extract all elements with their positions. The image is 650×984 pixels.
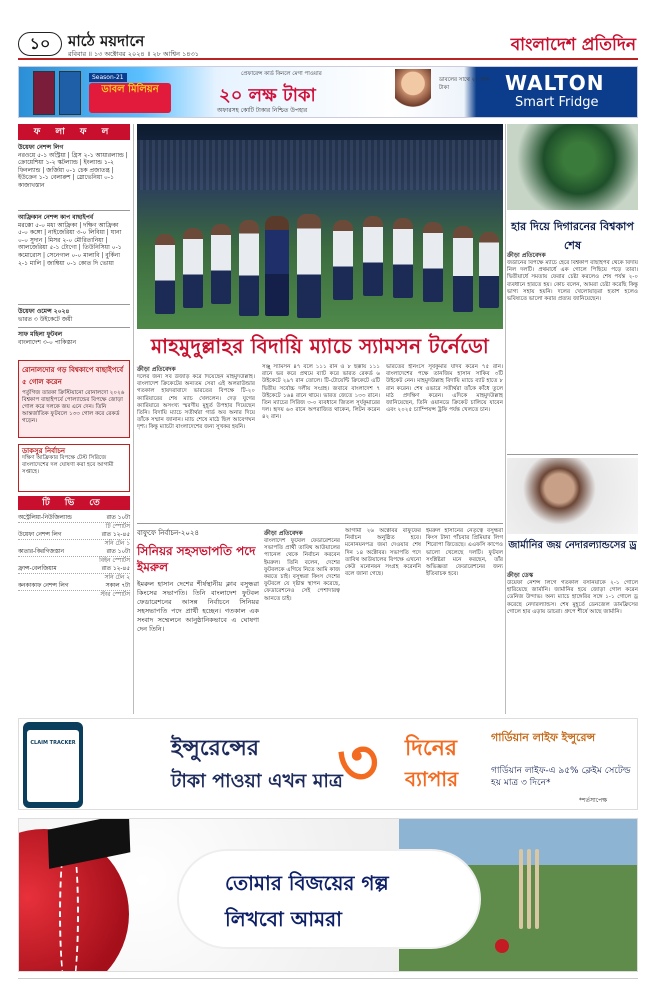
walton-ad[interactable] xyxy=(18,66,638,118)
notice-body: দক্ষিণ আফ্রিকার বিপক্ষে টেস্ট সিরিজে বাংলাদেশের দল ঘোষণা করা হবে আগামী সপ্তাহে। xyxy=(22,455,114,475)
tv-time: সকাল ৭টা xyxy=(105,583,130,589)
fridge-image xyxy=(33,71,55,115)
result-block xyxy=(18,331,130,346)
ins-note: *শর্তসাপেক্ষ xyxy=(579,797,608,804)
tv-time: রাত ১০টা xyxy=(106,549,130,555)
app-title: CLAIM TRACKER xyxy=(30,740,76,746)
guardian-logo: গার্ডিয়ান লাইফ ইন্সুরেন্স xyxy=(491,731,596,744)
right-story2-headline[interactable]: জার্মানির জয় নেদারল্যান্ডসের ড্র xyxy=(508,540,637,551)
results-title: ফ লা ফ ল xyxy=(18,124,130,140)
footballer-photo[interactable] xyxy=(507,124,638,210)
page-header xyxy=(18,30,638,60)
right-story1-byline: ক্রীড়া প্রতিবেদক xyxy=(507,252,546,259)
fridge-image xyxy=(59,71,81,115)
mid-text-col1: ইমরুল হাসান দেশের শীর্ষস্থানীয় ক্লাব বসুন্ধরা কিংসের সভাপতি। তিনি বাংলাদেশ ফুটবল ফেডারেশনের আসন্ন নির্বাচনে সিনিয়র সহসভাপতি পদে প্রার্থী হচ্ছেন। গতকাল এক সংবাদ সম্মেলনে আনুষ্ঠানিকভাবে এ ঘোষণা দেন তিনি। xyxy=(137,580,259,633)
divider xyxy=(18,210,130,211)
tv-row xyxy=(18,514,130,523)
ins-claim: গার্ডিয়ান লাইফ-এ ৯৫% ক্লেইম সেটেল্ড হয় মাত্র ৩ দিনে* xyxy=(491,766,631,788)
tv-row xyxy=(18,565,130,574)
player-figure xyxy=(333,220,353,300)
stadium-crowd xyxy=(137,140,503,190)
result-heading: উয়েফা ওমেন্স ২০২৪ xyxy=(18,308,70,315)
mid-kicker: বাফুফে নির্বাচন-২০২৪ xyxy=(137,529,199,537)
tv-channel: স্টার স্পোর্টস xyxy=(100,592,130,598)
ad-season: Season-21 xyxy=(89,73,127,82)
ins-line1: ইন্সুরেন্সের xyxy=(171,736,259,761)
page-number: ১০ xyxy=(18,32,62,56)
tv-time: রাত ১২-৪৫ xyxy=(101,566,130,572)
mid-byline: ক্রীড়া প্রতিবেদক xyxy=(264,530,303,537)
mid-text-col4: ইমরুল হাসানের নেতৃত্বে বসুন্ধরা কিংস টানা পাঁচবার প্রিমিয়ার লিগ শিরোপা জিতেছে। এএফসি কাপেও ভালো খেলেছে দলটি। ফুটবল সংশ্লিষ্টরা মনে করছেন, তাঁর অভিজ্ঞতা ফেডারেশনের জন্য ইতিবাচক হবে। xyxy=(426,528,503,578)
ad-top-text: প্রেফারেন্স কার্ড কিনলে মেগা পাওয়ার xyxy=(241,71,322,77)
ad-sub: অফারসহ কোটি টাকার নিশ্চিত উপহার xyxy=(217,107,308,114)
mid-headline[interactable]: সিনিয়র সহসভাপতি পদে ইমরুল xyxy=(137,544,256,574)
tv-row xyxy=(18,531,130,540)
tv-channel: টি স্পোর্টস xyxy=(105,524,130,530)
main-byline: ক্রীড়া প্রতিবেদক xyxy=(137,366,176,373)
cricket-ad-line1: তোমার বিজয়ের গল্প xyxy=(225,871,389,895)
phone-screen xyxy=(27,730,79,802)
ins-days: দিনের xyxy=(405,736,457,761)
right-column xyxy=(507,124,638,714)
tv-time: রাত ১২-৪৫ xyxy=(101,532,130,538)
issue-date: রবিবার ॥ ১৩ অক্টোবর ২০২৪ ॥ ২৮ আশ্বিন ১৪৩১ xyxy=(68,50,199,58)
player-figure xyxy=(155,234,175,314)
player-figure xyxy=(183,228,203,308)
ad-side-text: ডাবলের সাথে ২০ লক্ষ টাকা xyxy=(439,77,489,91)
divider xyxy=(18,304,130,305)
right-story2-body: উয়েফা নেশন্স লিগে গতকাল বসনিয়াকে ২-১ গোলে হারিয়েছে জার্মানি। জার্মানির হয়ে জোড়া গোল করেন ডেনিজ উন্দাভ। অন্য ম্যাচে হাঙ্গেরির সঙ্গে ১-১ গোলে ড্র করেছে নেদারল্যান্ডস। শেষ মুহূর্তে ডেনজেল ডামফ্রিসের গোলে হার এড়ায় ডাচরা। গ্রুপে শীর্ষে আছে জার্মানি। xyxy=(507,580,638,615)
right-story2-byline: ক্রীড়া ডেস্ক xyxy=(507,572,534,579)
stump xyxy=(519,849,523,929)
left-column xyxy=(18,124,130,714)
tv-channel: বিইন স্পোর্টস xyxy=(99,558,130,564)
ad-double-million: ডাবল মিলিয়ন xyxy=(89,83,171,113)
main-text-col1: দলের জন্য সব উজাড় করে দিয়েছেন মাহমুদউল্লাহ। বাংলাদেশ ক্রিকেটের অন্যতম সেরা এই অলরাউন্ডার গতকাল হায়দরাবাদে ভারতের বিপক্ষে টি-২০ ক্যারিয়ারের শেষ ম্যাচ খেললেন। দেড় যুগের ক্যারিয়ারে অসংখ্য স্মরণীয় মুহূর্ত উপহার দিয়েছেন তিনি। বিদায়ি ম্যাচে সতীর্থরা গার্ড অব অনার দিয়ে তাঁকে সম্মান জানান। ম্যাচ শেষে মাঠে ছিল আবেগঘন দৃশ্য। কিন্তু ম্যাচটা বাংলাদেশের জন্য সুখকর হয়নি। xyxy=(137,374,255,431)
tv-time: রাত ১০টা xyxy=(106,515,130,521)
stump xyxy=(527,849,531,929)
tv-event: ফ্রান্স-বেলজিয়াম xyxy=(18,566,57,572)
player-figure xyxy=(211,224,231,304)
phone-image xyxy=(23,722,83,808)
result-body: ভারত ৩ উইকেটে জয়ী xyxy=(18,315,73,323)
player-figure xyxy=(479,232,499,308)
result-body: বাংলাদেশ ৩-০ পাকিস্তান xyxy=(18,338,77,346)
notice-box xyxy=(18,444,130,492)
footer-rule xyxy=(18,978,638,979)
tv-event: কাতার-কিরগিজস্তান xyxy=(18,549,64,555)
photo-caption: বর্তমান জাতীয় দলের অধিনায়ক নাজমুল হোসেন শান্ত ও মাহমুদউল্লাহ রিয়াদ, সতীর্থদের অভিবাদনে সিক্ত হন মাহমুদউল্লাহ xyxy=(519,424,630,442)
tv-event: অস্ট্রেলিয়া-নিউজিল্যান্ড xyxy=(18,515,72,521)
ins-matter: ব্যাপার xyxy=(405,767,459,791)
divider xyxy=(507,454,638,455)
footballer-photo[interactable] xyxy=(507,458,638,534)
player-figure xyxy=(453,226,473,312)
rolando-box xyxy=(18,360,130,438)
mid-text-col2: বাংলাদেশ ফুটবল ফেডারেশনের সভাপতি প্রার্থী তাবিথ আউয়ালের প্যানেল থেকে নির্বাচন করবেন ইমরুল। তিনি বলেন, দেশের ফুটবলকে এগিয়ে নিতে আমি কাজ করতে চাই। বসুন্ধরা কিংস দেশের ফুটবলে যে দৃষ্টান্ত স্থাপন করেছে, ফেডারেশনেও সেই পেশাদারত্ব আনতে চাই। xyxy=(264,538,340,602)
newspaper-logo: বাংলাদেশ প্রতিদিন xyxy=(510,35,636,55)
result-heading: উয়েফা নেশন্স লিগ xyxy=(18,144,64,151)
main-text-col2: সঞ্জু স্যামসন ৪৭ বলে ১১১ রান ও ৮ ছক্কায় ১১১ রানে ভর করে প্রথমে ব্যাট করে ভারত রেকর্ড ৬ উইকেটে ২৯৭ রান তোলে। টি-টোয়েন্টি ক্রিকেটে এটি দ্বিতীয় সর্বোচ্চ দলীয় সংগ্রহ। জবাবে বাংলাদেশ ৭ উইকেটে ১৬৪ রানে থামে। ভারত জেতে ১৩৩ রানে। তিন ম্যাচের সিরিজ ৩-০ ব্যবধানে জিতল সূর্যকুমারের দল। হৃদয় ৬৩ রানে অপরাজিত থাকেন, লিটন করেন ৪২ রান। xyxy=(262,364,380,421)
notice-heading: ডাকসুর নির্বাচন xyxy=(22,447,66,455)
box-heading: রোনালদোর গড় বিশ্বকাপে বাছাইপর্বে ৫ গোল করেন xyxy=(22,366,124,386)
divider xyxy=(137,523,503,524)
tv-event: উয়েফা নেশন্স লিগ xyxy=(18,532,62,538)
ins-big-number: ৩ xyxy=(337,726,379,800)
tv-channel: সনি টেন ১ xyxy=(104,541,130,547)
tv-event: কনকাকাফ নেশন্স লিগ xyxy=(18,583,69,589)
column-divider xyxy=(505,124,506,714)
section-title: মাঠে ময়দানে xyxy=(68,32,145,50)
result-block xyxy=(18,308,130,323)
result-block xyxy=(18,144,130,190)
main-text-col3: ভারতের ইনিংসে সূর্যকুমার যাদব করেন ৭৫ রান। বাংলাদেশের পক্ষে তানজিম হাসান সাকিব ৩টি উইকেট নেন। মাহমুদউল্লাহ বিদায়ি ম্যাচে ব্যাট হাতে ৮ রান করেন। শেষ ওভারে সতীর্থরা তাঁকে কাঁধে তুলে মাঠ প্রদক্ষিণ করেন। এদিকে মাহমুদউল্লাহ জানিয়েছেন, তিনি ওয়ানডে ক্রিকেট চালিয়ে যাবেন এবং ২০২৫ চ্যাম্পিয়ন্স ট্রফি পর্যন্ত খেলতে চান। xyxy=(386,364,503,414)
player-figure xyxy=(265,216,289,316)
result-heading: আফ্রিকান নেশন্স কাপ বাছাইপর্ব xyxy=(18,214,94,221)
player-figure xyxy=(297,214,321,318)
result-body: মরক্কো ৫-০ মধ্য আফ্রিকা | দক্ষিণ আফ্রিকা ৫-০ কঙ্গো | নাইজেরিয়া ৩-০ লিবিয়া | ঘানা ০-০ সুদান | মিসর ২-০ মৌরিতানিয়া | আলজেরিয়া ৫-১ টোগো | তিউনিসিয়া ০-১ কমোরোস | সেনেগাল ০-০ মালাবি | বুর্কিনা ২-১ মালি | জাম্বিয়া ০-১ কোত দি ভোয়া xyxy=(18,221,122,267)
result-body: নরওয়ে ৫-১ অস্ট্রিয়া | গ্রিস ২-১ আয়ারল্যান্ড | ক্রোয়েশিয়া ১-২ স্কটল্যান্ড | ইংল্যান্ড ১-২ ফিনল্যান্ড | জর্জিয়া ০-১ চেক প্রজাতন্ত্র | ইউক্রেন ১-১ বেলারুশ | স্লোভেনিয়া ০-১ কাজাখস্তান xyxy=(18,151,128,189)
cricket-ball-icon xyxy=(495,939,509,953)
player-figure xyxy=(239,220,259,316)
player-figure xyxy=(363,216,383,296)
walton-product: Smart Fridge xyxy=(515,95,599,110)
player-figure xyxy=(393,218,413,298)
cricket-ad-line2: লিখবো আমরা xyxy=(225,907,342,931)
tv-row xyxy=(18,548,130,557)
tv-row xyxy=(18,582,130,591)
right-story1-headline[interactable]: হার দিয়ে দিগারনের বিশ্বকাপ শেষ xyxy=(511,220,634,252)
insurance-ad[interactable] xyxy=(18,718,638,810)
ad-amount: ২০ লক্ষ টাকা xyxy=(219,85,316,106)
main-headline[interactable]: মাহমুদুল্লাহর বিদায়ি ম্যাচে স্যামসন টর্নেডো xyxy=(150,334,489,358)
result-block xyxy=(18,214,130,267)
column-divider xyxy=(133,124,134,714)
mid-text-col3: আগামী ২৬ অক্টোবর বাফুফের নির্বাচন অনুষ্ঠিত হবে। মনোনয়নপত্র জমা দেওয়ার শেষ দিন ১৪ অক্টোবর। সভাপতি পদে তাবিথ আউয়ালের বিপক্ষে এখনো কেউ মনোনয়ন সংগ্রহ করেননি বলে জানা গেছে। xyxy=(345,528,421,578)
ad-model-image xyxy=(395,69,431,117)
stump xyxy=(535,849,539,929)
cricket-ad[interactable] xyxy=(18,818,638,972)
player-figure xyxy=(423,222,443,302)
walton-brand: WALTON xyxy=(505,71,605,95)
ins-line2: টাকা পাওয়া এখন মাত্র xyxy=(171,770,343,792)
divider xyxy=(18,327,130,328)
tv-title: টি ভি তে xyxy=(18,496,130,510)
tv-schedule xyxy=(18,514,130,599)
box-body: পর্তুগিজ তারকা ক্রিস্টিয়ানো রোনালদো ২০২৬ বিশ্বকাপ বাছাইপর্বে পোল্যান্ডের বিপক্ষে জোড়া গোল করে দলকে জয় এনে দেন। তিনি আন্তর্জাতিক ফুটবলে ১৩৩ গোল করে রেকর্ড গড়েন। xyxy=(22,390,125,424)
result-heading: সাফ মহিলা ফুটবল xyxy=(18,331,63,338)
tv-channel: সনি টেন ২ xyxy=(104,575,130,581)
right-story1-body: জর্ডানের বিপক্ষে ম্যাচে হেরে বিশ্বকাপ বাছাইপর্ব থেকে বিদায় নিল দলটি। প্রথমার্ধে এক গোলে পিছিয়ে পড়ে তারা। দ্বিতীয়ার্ধে সমতায় ফেরার চেষ্টা করলেও শেষ পর্যন্ত ২-০ ব্যবধানে হারতে হয়। কোচ বলেন, আমরা চেষ্টা করেছি কিন্তু ভাগ্য সহায় হয়নি। দলের খেলোয়াড়রা হতাশ হলেও ভবিষ্যতে ভালো করার প্রত্যয় জানিয়েছেন। xyxy=(507,260,638,303)
